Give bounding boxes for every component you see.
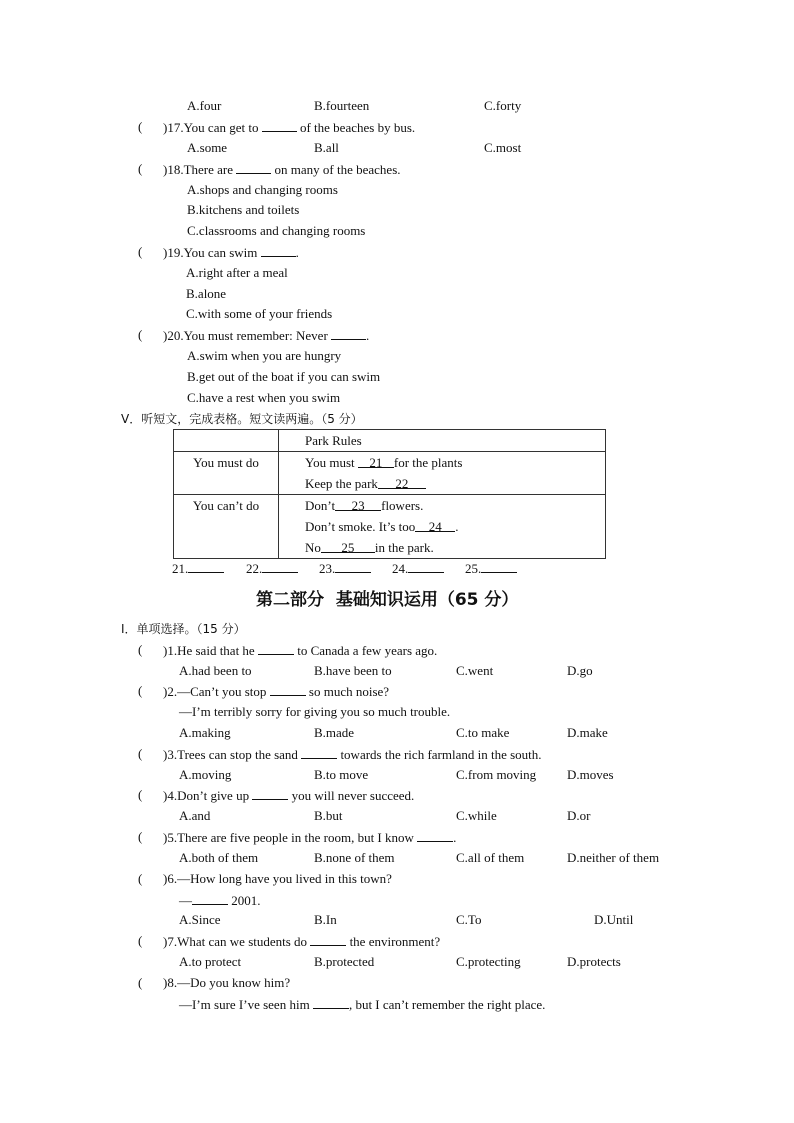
blank-22[interactable]: 22 [378, 473, 426, 489]
q18-option-b: B.kitchens and toilets [187, 202, 300, 217]
blank [188, 560, 224, 573]
q1-answer-paren[interactable]: ( [138, 642, 143, 657]
q6-option-d: D.Until [594, 912, 634, 927]
q6-option-c: C.To [456, 912, 482, 927]
q3-answer-paren[interactable]: ( [138, 746, 143, 761]
q8-answer-paren[interactable]: ( [138, 975, 143, 990]
blank [258, 642, 294, 655]
blank [270, 683, 306, 696]
q7-option-b: B.protected [314, 954, 375, 969]
q5-answer-paren[interactable]: ( [138, 829, 143, 844]
q7-answer-paren[interactable]: ( [138, 933, 143, 948]
blank [408, 560, 444, 573]
q3-option-c: C.from moving [456, 767, 537, 782]
blank-23[interactable]: 23 [335, 495, 381, 511]
q6-answer-paren[interactable]: ( [138, 871, 143, 886]
q3-stem: )3.Trees can stop the sand towards the rich farmland in the south. [163, 747, 542, 762]
blank-21[interactable]: 21 [358, 452, 394, 468]
q20-stem: )20.You must remember: Never . [163, 328, 370, 343]
q4-option-c: C.while [456, 808, 497, 823]
row-must-rules: You must 21 for the plants Keep the park 22 [279, 452, 606, 495]
table-corner-cell [174, 430, 279, 452]
q7-option-d: D.protects [567, 954, 621, 969]
q5-option-a: A.both of them [179, 850, 259, 865]
q6-stem: )6.—How long have you lived in this town? [163, 871, 392, 886]
q16-option-c: C.forty [484, 98, 522, 113]
q6-option-b: B.In [314, 912, 337, 927]
q2-option-d: D.make [567, 725, 608, 740]
q18-option-a: A.shops and changing rooms [187, 182, 338, 197]
q5-option-d: D.neither of them [567, 850, 660, 865]
blank [331, 327, 366, 340]
q17-option-a: A.some [187, 140, 228, 155]
blank [481, 560, 517, 573]
section5-heading: V．听短文，完成表格。短文读两遍。（5 分） [121, 412, 363, 426]
q19-answer-paren[interactable]: ( [138, 244, 143, 259]
q17-answer-paren[interactable]: ( [138, 119, 143, 134]
q20-option-a: A.swim when you are hungry [187, 348, 342, 363]
q2-stem: )2.—Can’t you stop so much noise? [163, 684, 390, 699]
blank-25[interactable]: 25 [321, 537, 375, 553]
q1-option-d: D.go [567, 663, 593, 678]
q19-option-b: B.alone [186, 286, 227, 301]
blank [310, 933, 346, 946]
q2-option-b: B.made [314, 725, 355, 740]
q8-response: —I’m sure I’ve seen him , but I can’t remember the right place. [179, 997, 546, 1012]
q2-answer-paren[interactable]: ( [138, 683, 143, 698]
blank [262, 119, 297, 132]
row-must-label: You must do [174, 452, 279, 495]
table-header: Park Rules [279, 430, 606, 452]
q4-stem: )4.Don’t give up you will never succeed. [163, 788, 415, 803]
q7-option-c: C.protecting [456, 954, 521, 969]
q3-option-a: A.moving [179, 767, 232, 782]
blank [252, 787, 288, 800]
q1-option-b: B.have been to [314, 663, 392, 678]
q6-response: — 2001. [179, 893, 261, 908]
q16-option-a: A.four [187, 98, 222, 113]
q19-option-a: A.right after a meal [186, 265, 288, 280]
q1-option-c: C.went [456, 663, 494, 678]
answer-21[interactable]: 21. [172, 560, 224, 577]
q3-option-b: B.to move [314, 767, 369, 782]
blank [335, 560, 371, 573]
q16-option-b: B.fourteen [314, 98, 370, 113]
q5-option-c: C.all of them [456, 850, 525, 865]
q18-option-c: C.classrooms and changing rooms [187, 223, 366, 238]
q4-option-a: A.and [179, 808, 211, 823]
q20-option-b: B.get out of the boat if you can swim [187, 369, 381, 384]
blank [261, 244, 296, 257]
q17-option-b: B.all [314, 140, 339, 155]
answer-22[interactable]: 22. [246, 560, 298, 577]
q18-answer-paren[interactable]: ( [138, 161, 143, 176]
q6-option-a: A.Since [179, 912, 221, 927]
blank [313, 996, 349, 1009]
q4-option-d: D.or [567, 808, 591, 823]
q1-option-a: A.had been to [179, 663, 252, 678]
blank [192, 892, 228, 905]
row-cant-label: You can’t do [174, 495, 279, 559]
q20-option-c: C.have a rest when you swim [187, 390, 341, 405]
q5-option-b: B.none of them [314, 850, 395, 865]
q19-option-c: C.with some of your friends [186, 306, 333, 321]
q4-answer-paren[interactable]: ( [138, 787, 143, 802]
q1-stem: )1.He said that he to Canada a few years ago. [163, 643, 438, 658]
q4-option-b: B.but [314, 808, 343, 823]
blank [417, 829, 453, 842]
q17-option-c: C.most [484, 140, 522, 155]
blank-24[interactable]: 24 [415, 516, 455, 532]
row-cant-rules: Don’t 23 flowers. Don’t smoke. It’s too 24 . No 25 in the park. [279, 495, 606, 559]
q7-option-a: A.to protect [179, 954, 242, 969]
q17-stem: )17.You can get to of the beaches by bus. [163, 120, 416, 135]
q18-stem: )18.There are on many of the beaches. [163, 162, 401, 177]
section1-heading: Ⅰ．单项选择。（15 分） [121, 622, 246, 636]
blank [236, 161, 271, 174]
q2-response: —I’m terribly sorry for giving you so much trouble. [179, 704, 451, 719]
q20-answer-paren[interactable]: ( [138, 327, 143, 342]
q3-option-d: D.moves [567, 767, 614, 782]
blank [262, 560, 298, 573]
park-rules-table [173, 429, 606, 559]
blank [301, 746, 337, 759]
q8-stem: )8.—Do you know him? [163, 975, 291, 990]
q5-stem: )5.There are five people in the room, but I know . [163, 830, 457, 845]
answer-25[interactable]: 25. [465, 560, 517, 577]
q19-stem: )19.You can swim . [163, 245, 299, 260]
answer-24[interactable]: 24. [392, 560, 444, 577]
answer-23[interactable]: 23. [319, 560, 371, 577]
q2-option-c: C.to make [456, 725, 510, 740]
part2-title: 第二部分 基础知识运用（65 分） [256, 590, 519, 610]
q2-option-a: A.making [179, 725, 231, 740]
q7-stem: )7.What can we students do the environment? [163, 934, 441, 949]
